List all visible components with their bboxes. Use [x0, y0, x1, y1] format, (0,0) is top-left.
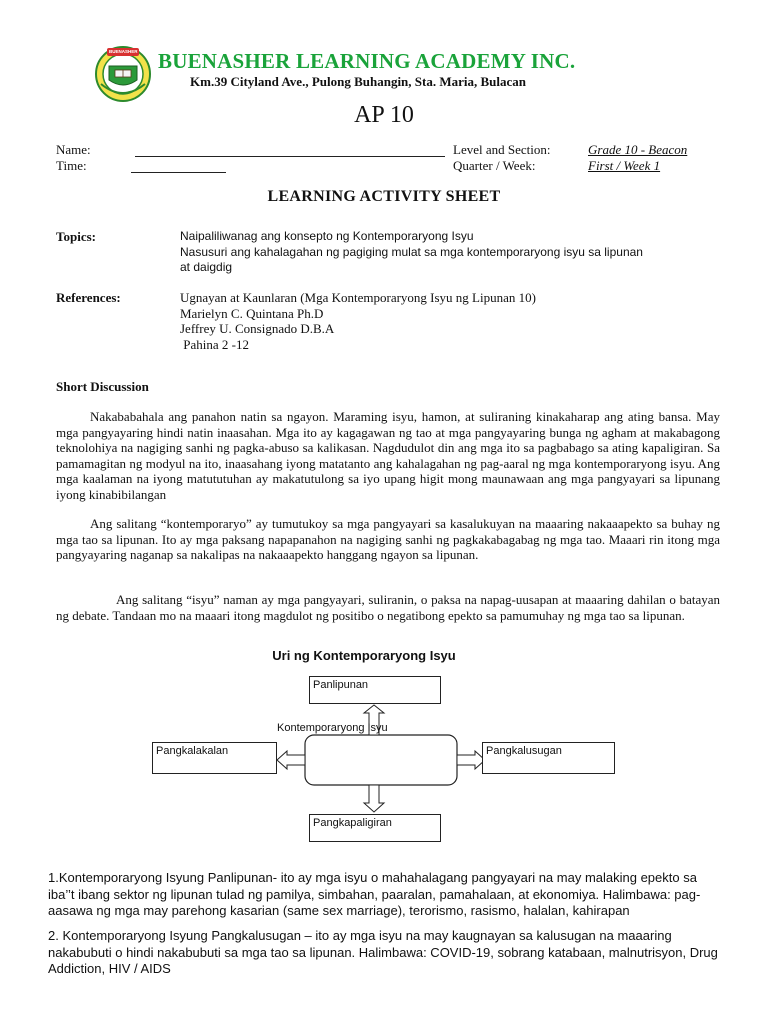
quarter-label: Quarter / Week: — [453, 158, 536, 173]
topics-label: Topics: — [56, 229, 96, 244]
topic-line: Naipaliliwanag ang konsepto ng Kontemporaryong Isyu — [180, 229, 474, 243]
list-item: 1.Kontemporaryong Isyung Panlipunan- ito ay mga isyu o mahahalagang pangyayari na may malaking epekto sa iba’’t ibang sektor ng lipunan tulad ng pamilya, simbahan, paaralan, pamahalaan, at ekonomiya. Halimbawa: pag-aasawa ng mga may parehong kasarian (same sex marriage), terorismo, rasismo, halalan, kahirapan — [48, 870, 701, 918]
logo-text: BUENASHER — [109, 49, 138, 54]
diagram-box-bottom-label: Pangkapaligiran — [313, 817, 392, 829]
reference-line: Ugnayan at Kaunlaran (Mga Kontemporaryong Isyu ng Lipunan 10) — [180, 290, 536, 305]
discussion-paragraph: Ang salitang “isyu” naman ay mga pangyayari, suliranin, o paksa na napag-uusapan at maaaring dahilan o batayan ng debate. Tandaan mo na maaari itong magdulot ng positibo o negatibong epekto sa pamumuhay ng mga tao sa lipunan. — [56, 592, 720, 623]
topic-line: at daigdig — [180, 260, 233, 274]
level-value: Grade 10 - Beacon — [588, 142, 688, 157]
reference-line: Jeffrey U. Consignado D.B.A — [180, 321, 335, 336]
list-item: 2. Kontemporaryong Isyung Pangkalusugan – ito ay mga isyu na may kaugnayan sa kalusugan na maaaring nakabubuti o hindi nakabubuti sa mga tao sa lipunan. Halimbawa: COVID-19, sobrang katabaan, malnutrisyon, Drug Addiction, HIV / AIDS — [48, 928, 718, 976]
level-label: Level and Section: — [453, 142, 551, 157]
discussion-heading: Short Discussion — [56, 379, 149, 394]
subject-title: AP 10 — [354, 102, 414, 128]
diagram-box-right — [482, 742, 615, 774]
diagram-box-right-label: Pangkalusugan — [486, 745, 562, 757]
sheet-title: LEARNING ACTIVITY SHEET — [267, 188, 501, 205]
quarter-value: First / Week 1 — [588, 158, 661, 173]
diagram-box-bottom — [309, 814, 441, 842]
reference-line: Marielyn C. Quintana Ph.D — [180, 305, 324, 321]
diagram-box-left-label: Pangkalakalan — [156, 745, 229, 757]
reference-line: Pahina 2 -12 — [180, 336, 249, 352]
name-label: Name: — [56, 142, 91, 157]
school-address: Km.39 Cityland Ave., Pulong Buhangin, Sta. Maria, Bulacan — [190, 74, 527, 89]
diagram-box-top — [309, 676, 441, 704]
time-label: Time: — [56, 158, 87, 173]
diagram-title: Uri ng Kontemporaryong Isyu — [272, 648, 456, 663]
diagram-center-label: Kontemporaryong Isyu — [277, 722, 388, 734]
discussion-paragraph: Ang salitang “kontemporaryo” ay tumutukoy sa mga pangyayari sa kasalukuyan na maaaring nakaaapekto sa buhay ng mga tao sa lipunan. Ito ay mga paksang napapanahon na nagiging sanhi ng pagkakabagabag ng mga tao. Maaari rin itong mga pangyayaring naganap sa nakalipas na nakaaapekto hanggang ngayon sa lipunan. — [56, 516, 720, 562]
diagram-box-left — [152, 742, 277, 774]
topic-line: Nasusuri ang kahalagahan ng pagiging mulat sa mga kontemporaryong isyu sa lipunan — [180, 244, 643, 259]
diagram-box-top-label: Panlipunan — [313, 679, 369, 691]
references-label: References: — [56, 290, 121, 305]
discussion-paragraph: Nakababahala ang panahon natin sa ngayon. Maraming isyu, hamon, at suliraning kinakaharap ang ating bansa. May mga pangyayaring hindi natin inaasahan. Mga ito ay kagagawan ng tao at mga pangyayaring bunga ng agham at makabagong teknolohiya na nagiging sanhi ng pagka-abuso sa kalikasan. Nagdudulot din ang mga ito sa pagbabago sa ating kapaligiran. Sa pamamagitan ng modyul na ito, inaasahang iyong matatanto ang kahalagahan ng pag-aaral ng mga kontemporaryong isyu. Ang mga kaalaman na iyong matututuhan ay makatutulong sa iyo upang higit mong maunawaan ang mga pangyayari sa lipunang iyong kinabibilangan — [56, 409, 720, 502]
school-name: BUENASHER LEARNING ACADEMY INC. — [158, 49, 576, 73]
